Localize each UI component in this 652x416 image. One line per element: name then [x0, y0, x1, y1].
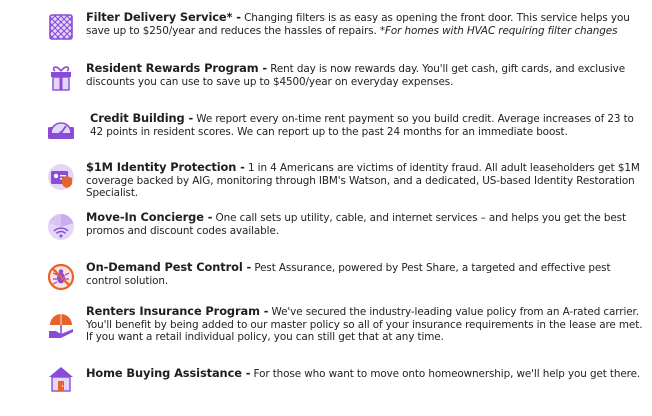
- feature-text: [86, 161, 646, 200]
- feature-title-suffix: -: [258, 61, 268, 75]
- feature-text: [86, 261, 646, 287]
- feature-pest-control: [46, 261, 646, 292]
- feature-home-buying: [46, 363, 646, 394]
- house-icon: [46, 364, 76, 394]
- feature-description: We report every on-time rent payment so you build credit. Average increases of 23 to 42 points in resident scores. We can report up to the past 24 months for an immediate boost.: [90, 113, 634, 138]
- feature-description: One call sets up utility, cable, and internet services – and helps you get the best promos and discount codes available.: [86, 212, 626, 237]
- feature-text: [90, 112, 646, 138]
- feature-title: Filter Delivery Service: [86, 10, 227, 24]
- feature-title: Home Buying Assistance: [86, 366, 242, 380]
- feature-title: Resident Rewards Program: [86, 61, 259, 75]
- feature-title-suffix: -: [241, 366, 251, 380]
- feature-title-suffix: -: [259, 304, 269, 318]
- feature-title-suffix: -: [203, 210, 213, 224]
- feature-title-suffix: -: [242, 260, 252, 274]
- feature-note: *For homes with HVAC requiring filter changes: [379, 24, 618, 37]
- feature-filter-delivery: [46, 11, 646, 42]
- feature-text: [86, 11, 646, 37]
- feature-credit-building: [46, 112, 646, 143]
- identity-card-icon: [46, 162, 76, 192]
- umbrella-icon: [46, 311, 76, 341]
- feature-title-suffix: * -: [226, 10, 241, 24]
- feature-renters-insurance: [46, 305, 646, 344]
- feature-description: 1 in 4 Americans are victims of identity fraud. All adult leaseholders get $1M coverage backed by AIG, monitoring through IBM's Watson, and a dedicated, US-based Identity Restoration Specialist.: [86, 162, 640, 200]
- feature-text: [86, 305, 646, 344]
- feature-identity-protection: [46, 161, 646, 200]
- feature-title: Renters Insurance Program: [86, 304, 260, 318]
- feature-text: [86, 367, 640, 381]
- feature-title: $1M Identity Protection: [86, 160, 237, 174]
- concierge-wifi-icon: [46, 212, 76, 242]
- filter-grid-icon: [46, 12, 76, 42]
- feature-title: Move-In Concierge: [86, 210, 204, 224]
- feature-resident-rewards: [46, 62, 646, 93]
- feature-title-suffix: -: [236, 160, 245, 174]
- feature-title-suffix: -: [184, 111, 194, 125]
- feature-description: Pest Assurance, powered by Pest Share, a targeted and effective pest control solution.: [86, 262, 611, 287]
- feature-description: Changing filters is as easy as opening the front door. This service helps you save up to $250/year and reduces the hassles of repairs.: [86, 12, 630, 37]
- gift-icon: [46, 63, 76, 93]
- feature-description: We've secured the industry-leading value policy from an A-rated carrier. You'll benefit by being added to our master policy so all of your insurance requirements in the lease are met. If you want a retail individual policy, you can still get that at any time.: [86, 306, 643, 344]
- credit-gauge-icon: [46, 113, 76, 143]
- feature-move-in-concierge: [46, 211, 646, 242]
- feature-text: [86, 211, 646, 237]
- feature-title: On-Demand Pest Control: [86, 260, 243, 274]
- feature-title: Credit Building: [90, 111, 185, 125]
- feature-description: For those who want to move onto homeownership, we'll help you get there.: [250, 368, 641, 380]
- no-pest-icon: [46, 262, 76, 292]
- feature-text: [86, 62, 646, 88]
- feature-description: Rent day is now rewards day. You'll get cash, gift cards, and exclusive discounts you can use to save up to $4500/year on everyday expenses.: [86, 63, 626, 88]
